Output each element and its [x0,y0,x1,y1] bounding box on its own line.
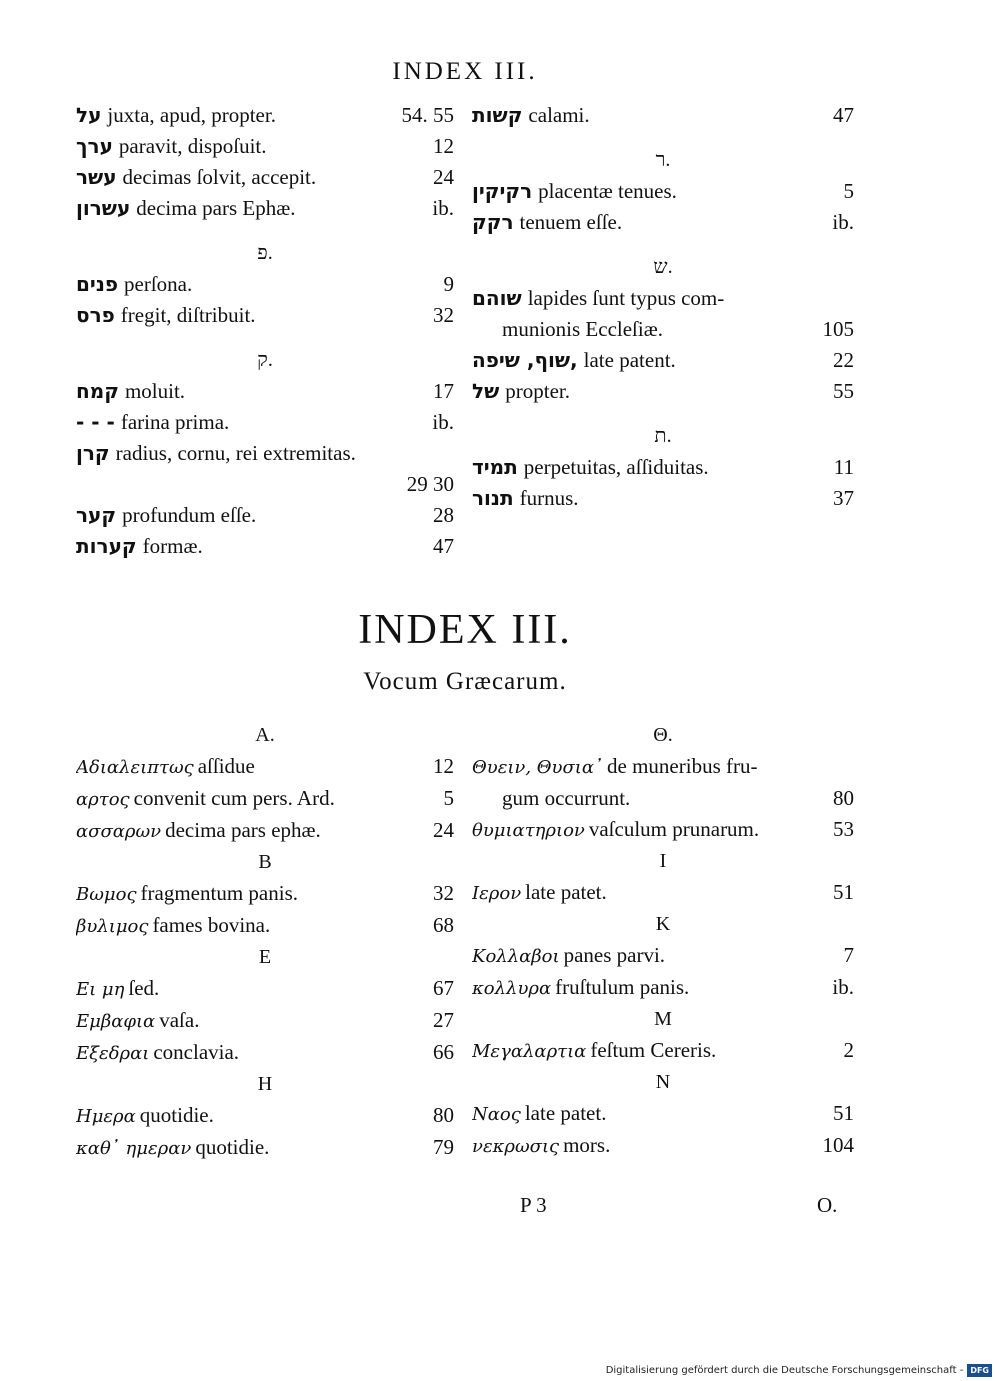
greek-entry-group [76,878,454,942]
letter-heading: ק. [257,349,273,371]
entry-text: radius, cornu, rei extremitas. [115,441,356,465]
index-entry [76,193,454,224]
page-reference: 28 [433,503,454,527]
index-entry [76,1100,454,1132]
entry-text: quotidie. [195,1135,270,1159]
spacer [472,238,854,252]
hebrew-entry-group [76,100,454,224]
page-reference: 24 [433,165,454,189]
digitization-footer [606,1364,992,1377]
index-entry [472,972,854,1004]
catchword: O. [817,1193,838,1217]
entry-text: furnus. [519,486,579,510]
page-reference: 32 [433,881,454,905]
index-entry [76,162,454,193]
entry-text: late patet. [525,880,607,904]
index-entry [76,269,454,300]
index-entry [472,345,854,376]
entry-text: ſed. [128,976,160,1000]
entry-text: fames bovina. [152,913,271,937]
entry-text: perſona. [124,272,193,296]
entry-text: de muneribus fru- [607,754,758,778]
page-reference: 17 [433,379,454,403]
headword: βυλιμος [76,916,149,937]
headword: Εξεδραι [76,1043,150,1064]
entry-text: juxta, apud, propter. [107,103,276,127]
greek-entry-group [76,751,454,847]
entry-text: vaſa. [159,1008,200,1032]
spacer [472,131,854,145]
headword: Ημερα [76,1106,136,1127]
letter-heading: B [258,851,272,873]
entry-text: calami. [528,103,590,127]
index-entry [76,783,454,815]
footer-text: Digitalisierung gefördert durch die Deutsche Forschungsgemeinschaft - [605,1365,964,1376]
page-reference: 11 [833,455,854,479]
index-entry [76,500,454,531]
page-reference: 80 [833,786,854,810]
headword: קשות [472,103,523,127]
index-entry [76,376,454,407]
letter-heading: ר. [655,149,671,171]
headword: רקק [472,210,514,234]
index-entry [76,300,454,331]
hebrew-index-right-column [472,100,854,514]
index-entry [472,207,854,238]
letter-heading: Θ. [653,724,673,746]
hebrew-entry-group [76,376,454,469]
headword: Ει μη [76,979,125,1000]
page-reference: 2 [843,1038,854,1062]
page-reference: 12 [433,754,454,778]
page-reference: 7 [843,943,854,967]
index-entry [472,176,854,207]
entry-text: late patent. [583,348,676,372]
index-entry [76,131,454,162]
page-reference: 9 [443,272,454,296]
index-entry [472,1035,854,1067]
greek-entry-group [472,940,854,1004]
letter-heading: M [654,1008,672,1030]
entry-text: profundum eſſe. [122,503,257,527]
page-reference: 67 [433,976,454,1000]
index-entry [472,1130,854,1162]
index-entry [76,1037,454,1069]
headword: על [76,103,102,127]
page-reference: 29 30 [406,472,454,496]
headword: תמיד [472,455,518,479]
index-entry [76,438,454,469]
index-entry [76,1005,454,1037]
entry-text: lapides ſunt typus com- [527,286,725,310]
headword: Θυειν, Θυσια᾽ [472,757,604,778]
page-reference: 12 [433,134,454,158]
index-entry [472,940,854,972]
entry-text: decimas ſolvit, accepit. [122,165,317,189]
headword: פנים [76,272,119,296]
greek-entry-group [472,814,854,846]
index-entry [472,376,854,407]
page-reference: ib. [432,410,454,434]
letter-heading: A. [255,724,275,746]
headword: Κολλαβοι [472,946,560,967]
headword: Ναος [472,1104,521,1125]
entry-text: perpetuitas, aſſiduitas. [523,455,709,479]
entry-text: fruſtulum panis. [555,975,690,999]
headword: קרן [76,441,110,465]
index-entry [76,910,454,942]
headword: - - - [76,410,115,434]
index-entry [76,407,454,438]
headword: תנור [472,486,514,510]
entry-text: munionis Eccleſiæ. [502,317,663,341]
dfg-logo: DFG [967,1364,992,1377]
page-reference: 54. 55 [401,103,454,127]
headword: שוהם [472,286,522,310]
page-reference: 22 [833,348,854,372]
entry-text: fragmentum panis. [140,881,298,905]
page-reference: 104 [822,1133,854,1157]
index-entry-continuation [472,314,854,345]
headword: של [472,379,500,403]
page-reference: 80 [433,1103,454,1127]
letter-heading: ת. [654,425,672,447]
entry-text: decima pars ephæ. [165,818,321,842]
headword: קמח [76,379,119,403]
headword: Ιερον [472,883,522,904]
headword: Βωμος [76,884,137,905]
index-entry [472,283,854,314]
index-entry [76,100,454,131]
index-entry [76,1132,454,1164]
entry-text: gum occurrunt. [502,786,631,810]
page-reference: 32 [433,303,454,327]
greek-entry-group [76,1100,454,1164]
hebrew-index-left-column [76,100,454,562]
index-entry [472,814,854,846]
entry-text: vaſculum prunarum. [588,817,760,841]
letter-heading: E [258,946,272,968]
greek-entry-group [472,1098,854,1162]
index-entry [472,1098,854,1130]
index-entry-continuation [472,783,854,814]
greek-entry-group [472,1035,854,1067]
index-entry [76,973,454,1005]
headword: קער [76,503,117,527]
index-entry [76,815,454,847]
headword: ασσαρων [76,821,162,842]
spacer [472,407,854,421]
entry-text: fregit, diſtribuit. [120,303,256,327]
headword: שוף, שיפה, [472,348,578,372]
hebrew-entry-group [472,345,854,407]
entry-text: conclavia. [153,1040,240,1064]
headword: עשר [76,165,117,189]
headword: רקיקין [472,179,533,203]
spacer [76,331,454,345]
headword: νεκρωσις [472,1136,560,1157]
headword: עשרון [76,196,131,220]
hebrew-entry-group [76,269,454,331]
letter-heading: I [659,850,667,872]
headword: קערות [76,534,137,558]
headword: ערך [76,134,113,158]
page-reference: 105 [822,317,854,341]
entry-text: panes parvi. [563,943,666,967]
running-head: INDEX III. [392,58,538,85]
entry-text: decima pars Ephæ. [136,196,296,220]
page-reference: 5 [443,786,454,810]
page-reference: ib. [832,210,854,234]
entry-text: placentæ tenues. [538,179,677,203]
page-reference: 53 [833,817,854,841]
page-reference: 68 [433,913,454,937]
greek-index-left-column [76,720,454,1164]
headword: Μεγαλαρτια [472,1041,587,1062]
entry-text: farina prima. [120,410,230,434]
entry-text: mors. [563,1133,611,1157]
entry-text: propter. [505,379,570,403]
letter-heading: H [257,1073,273,1095]
page-reference: 37 [833,486,854,510]
greek-entry-group [76,973,454,1069]
letter-heading: N [655,1071,671,1093]
page-reference: ib. [432,196,454,220]
hebrew-entry-group [472,100,854,131]
letter-heading: פ. [257,242,273,264]
headword: Εμβαφια [76,1011,156,1032]
page-reference: 51 [833,880,854,904]
letter-heading: ש. [653,256,673,278]
spacer [76,224,454,238]
greek-entry-group [472,877,854,909]
headword: καθ᾽ ημεραν [76,1138,192,1159]
section-title: INDEX III. [358,607,572,653]
entry-text: feſtum Cereris. [590,1038,717,1062]
index-entry [472,483,854,514]
page-reference: 51 [833,1101,854,1125]
index-entry [472,100,854,131]
entry-text: tenuem eſſe. [519,210,623,234]
page-reference: 5 [843,179,854,203]
page-reference: 55 [833,379,854,403]
headword: κολλυρα [472,978,552,999]
page-reference: 79 [433,1135,454,1159]
headword: θυμιατηριον [472,820,585,841]
headword: Αδιαλειπτως [76,757,194,778]
entry-text: moluit. [124,379,186,403]
hebrew-entry-group [472,176,854,238]
entry-text: quotidie. [139,1103,214,1127]
page-reference: 27 [433,1008,454,1032]
headword: αρτος [76,789,130,810]
index-entry [472,877,854,909]
entry-text: paravit, dispoſuit. [118,134,267,158]
entry-text: aſſidue [197,754,255,778]
hebrew-entry-group [472,452,854,514]
page-reference: 47 [833,103,854,127]
index-entry [76,531,454,562]
hebrew-entry-group [76,500,454,562]
page-reference: ib. [832,975,854,999]
page-reference: 66 [433,1040,454,1064]
letter-heading: K [655,913,671,935]
page-reference: 47 [433,534,454,558]
entry-text: formæ. [142,534,203,558]
index-entry [472,452,854,483]
entry-text: convenit cum pers. Ard. [133,786,335,810]
greek-index-right-column [472,720,854,1162]
index-entry [76,878,454,910]
index-entry [472,751,854,783]
headword: פרס [76,303,115,327]
entry-text: late patet. [524,1101,607,1125]
index-entry [76,751,454,783]
section-subtitle: Vocum Græcarum. [363,668,567,695]
signature-mark: P 3 [520,1193,547,1217]
page-reference: 24 [433,818,454,842]
